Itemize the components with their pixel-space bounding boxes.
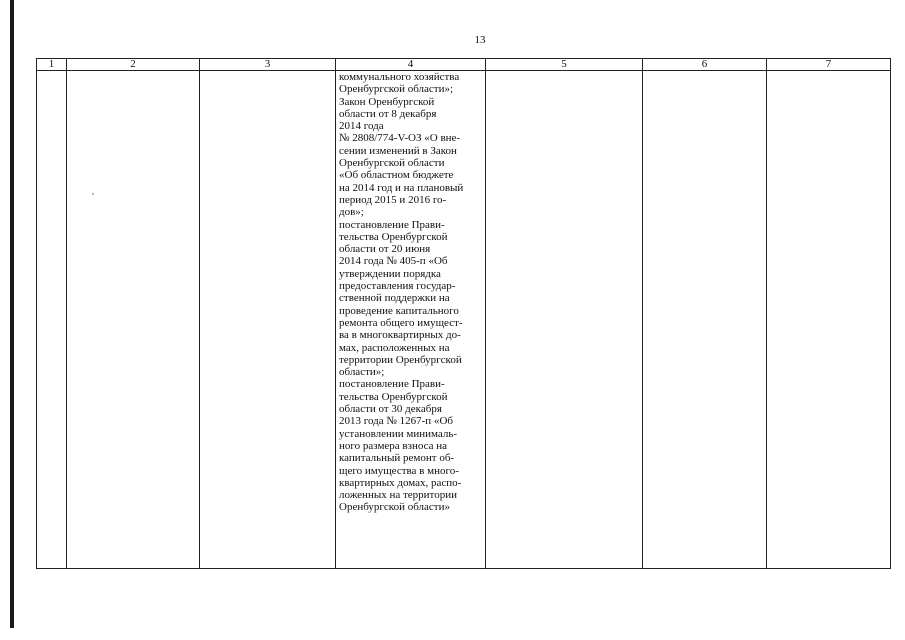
column-header-6: 6 <box>643 59 767 71</box>
column-header-4: 4 <box>336 59 486 71</box>
scan-speck <box>92 193 94 195</box>
column-header-5: 5 <box>486 59 643 71</box>
cell-col-1 <box>37 71 67 569</box>
column-header-2: 2 <box>67 59 200 71</box>
cell-col-2 <box>67 71 200 569</box>
document-table <box>36 58 891 569</box>
cell-col-5 <box>486 71 643 569</box>
column-header-1: 1 <box>37 59 67 71</box>
column-header-3: 3 <box>200 59 336 71</box>
table-row <box>37 71 891 569</box>
cell-col-7 <box>767 71 891 569</box>
column-header-7: 7 <box>767 59 891 71</box>
page-number: 13 <box>474 34 486 46</box>
header-row <box>37 59 891 71</box>
cell-col-6 <box>643 71 767 569</box>
cell-col-3 <box>200 71 336 569</box>
cell-col-4-legal-references: коммунального хозяйства Оренбургской области»; Закон Оренбургской области от 8 декабря 2014 года № 2808/774-V-ОЗ «О вне- сении изменений в Закон Оренбургской области «Об областном бюджете на 2014 год и на плановый период 2015 и 2016 го- дов»; постановление Прави- тельства Оренбургской области от 20 июня 2014 года № 405-п «Об утверждении порядка предоставления государ- ственной поддержки на проведение капитального ремонта общего имущест- ва в многоквартирных до- мах, расположенных на территории Оренбургской области»; постановление Прави- тельства Оренбургской области от 30 декабря 2013 года № 1267-п «Об установлении минималь- ного размера взноса на капитальный ремонт об- щего имущества в много- квартирных домах, распо- ложенных на территории Оренбургской области» <box>336 71 486 569</box>
scan-edge-bar <box>10 0 14 628</box>
